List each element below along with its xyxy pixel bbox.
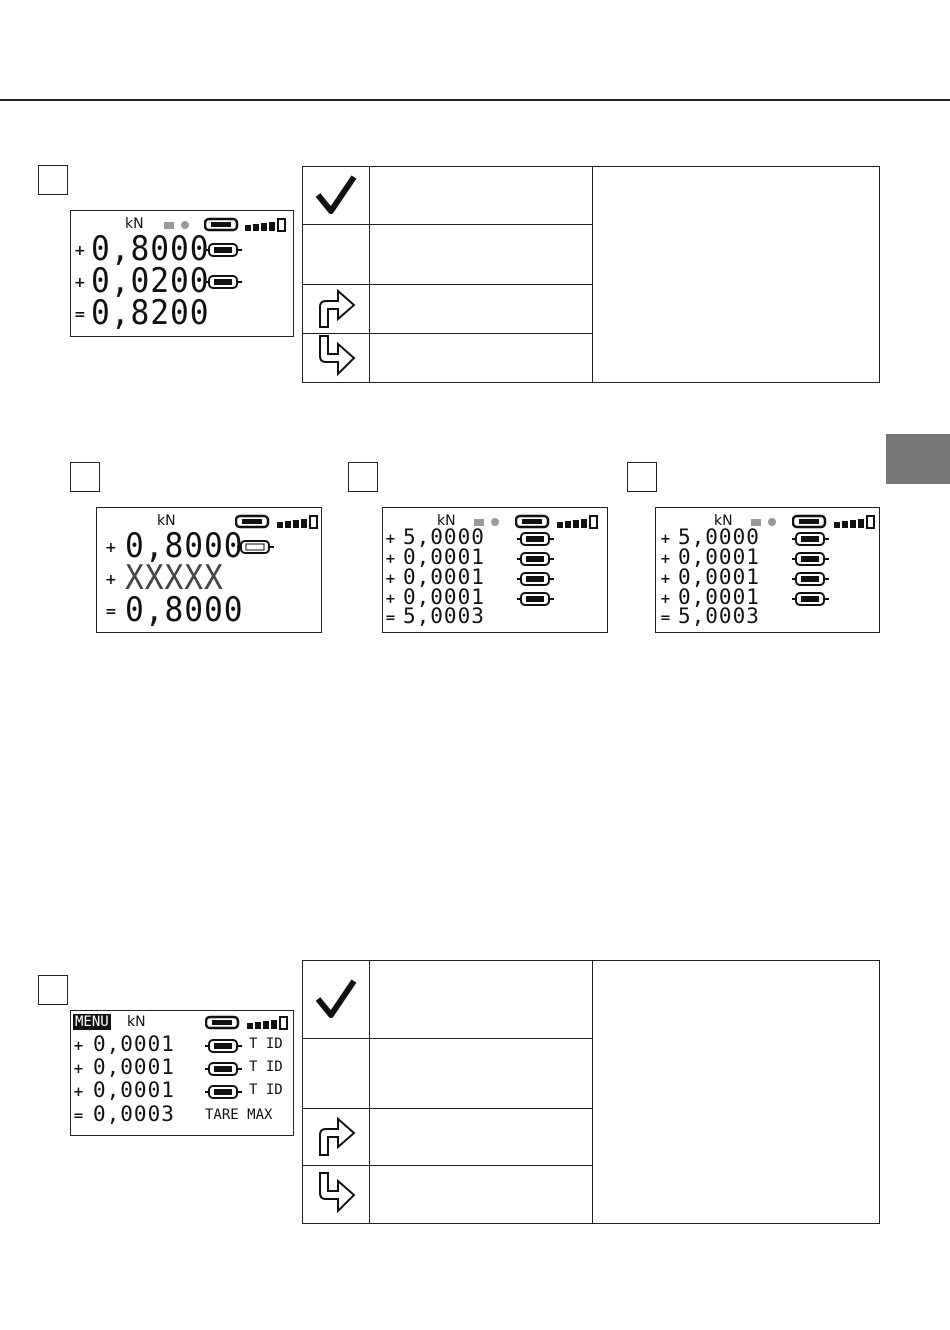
row-value: 0,0001 (403, 565, 485, 589)
chapter-tab (886, 434, 950, 484)
key-description (370, 1039, 593, 1109)
row-sign: + (73, 1085, 84, 1100)
battery-icon (205, 1015, 241, 1030)
row-value: 0,8200 (91, 293, 210, 333)
row-value: XXXXX (125, 558, 224, 598)
unit-label: kN (157, 513, 176, 529)
load-cell-icon (792, 591, 830, 607)
key-description (370, 167, 593, 225)
row-sign: + (73, 1062, 84, 1077)
signal-strength-icon (243, 217, 291, 232)
battery-icon (515, 514, 551, 529)
row-sign: = (74, 307, 86, 323)
row-value: 5,0003 (678, 604, 760, 628)
step-box-1 (38, 165, 68, 195)
row-sign: + (385, 532, 396, 547)
load-cell-icon (205, 1084, 243, 1100)
signal-strength-icon (245, 1015, 293, 1030)
load-cell-icon (205, 242, 243, 258)
row-sign: + (660, 572, 671, 587)
row-value: 0,8000 (125, 590, 244, 630)
row-sign: + (105, 572, 117, 588)
row-sign: = (73, 1109, 84, 1124)
row-sign: = (660, 611, 671, 626)
key-description (370, 334, 593, 383)
unit-label: kN (125, 216, 144, 232)
key-cell (303, 285, 370, 334)
row-value: 0,0001 (93, 1055, 175, 1079)
row-value: 0,0200 (91, 261, 210, 301)
load-cell-icon (517, 591, 555, 607)
row-sign: = (385, 611, 396, 626)
check-icon (314, 173, 358, 215)
row-sign: + (74, 275, 86, 291)
row-sign: + (385, 552, 396, 567)
lcd-display-b (96, 507, 322, 633)
row-value: 0,0001 (93, 1032, 175, 1056)
lcd-display-a (70, 210, 294, 337)
unit-label: kN (127, 1014, 146, 1030)
row-sign: + (660, 592, 671, 607)
load-cell-icon (205, 1061, 243, 1077)
arrow-down-right-icon (314, 334, 358, 378)
row-sign: + (74, 243, 86, 259)
notes-cell (593, 167, 880, 383)
key-table-2 (302, 960, 880, 1224)
lcd-display-c (382, 507, 608, 633)
key-cell (303, 225, 370, 285)
arrow-up-right-icon (314, 1113, 358, 1157)
row-sign: + (385, 592, 396, 607)
notes-cell (593, 961, 880, 1224)
battery-icon (792, 514, 828, 529)
row-sign: + (73, 1039, 84, 1054)
key-cell (303, 1166, 370, 1224)
row-value: 5,0000 (678, 525, 760, 549)
load-cell-icon (517, 551, 555, 567)
row-value: 0,0001 (678, 545, 760, 569)
load-cell-icon (205, 1038, 243, 1054)
row-sign: + (385, 572, 396, 587)
arrow-down-right-icon (314, 1171, 358, 1215)
key-description (370, 1109, 593, 1166)
row-sign: + (105, 540, 117, 556)
load-cell-icon (205, 274, 243, 290)
signal-strength-icon (555, 514, 603, 529)
key-description (370, 225, 593, 285)
load-cell-icon (237, 539, 275, 555)
load-cell-icon (517, 531, 555, 547)
row-value: 5,0000 (403, 525, 485, 549)
row-sign: = (105, 604, 117, 620)
signal-strength-icon (275, 514, 322, 529)
load-cell-icon (792, 551, 830, 567)
step-box-5 (38, 975, 68, 1005)
menu-indicator: MENU (75, 1014, 109, 1030)
key-cell (303, 1039, 370, 1109)
unit-label: kN (714, 513, 733, 529)
row-flags: T ID (249, 1059, 283, 1075)
key-table-1 (302, 166, 880, 383)
key-cell (303, 167, 370, 225)
row-value: 0,0001 (403, 545, 485, 569)
row-value: 0,8000 (125, 526, 244, 566)
load-cell-icon (517, 571, 555, 587)
key-cell (303, 334, 370, 383)
unit-label: kN (437, 513, 456, 529)
row-value: 0,0003 (93, 1102, 175, 1126)
step-box-3 (348, 462, 378, 492)
row-value: 0,0001 (678, 565, 760, 589)
row-value: 0,0001 (93, 1078, 175, 1102)
key-cell (303, 961, 370, 1039)
arrow-up-right-icon (314, 285, 358, 329)
row-flags: T ID (249, 1036, 283, 1052)
step-box-4 (627, 462, 657, 492)
load-cell-icon (792, 571, 830, 587)
lcd-display-d (655, 507, 880, 633)
row-sign: + (660, 532, 671, 547)
row-flags: T ID (249, 1082, 283, 1098)
lcd-display-e (70, 1010, 294, 1136)
row-sign: + (660, 552, 671, 567)
key-cell (303, 1109, 370, 1166)
row-value: 5,0003 (403, 604, 485, 628)
row-value: 0,0001 (678, 585, 760, 609)
key-description (370, 1166, 593, 1224)
row-value: 0,8000 (91, 229, 210, 269)
step-box-2 (70, 462, 100, 492)
signal-strength-icon (832, 514, 880, 529)
row-value: 0,0001 (403, 585, 485, 609)
load-cell-icon (792, 531, 830, 547)
key-description (370, 961, 593, 1039)
header-rule (0, 99, 950, 101)
row-flags: TARE MAX (205, 1107, 273, 1123)
key-description (370, 285, 593, 334)
check-icon (314, 977, 358, 1019)
